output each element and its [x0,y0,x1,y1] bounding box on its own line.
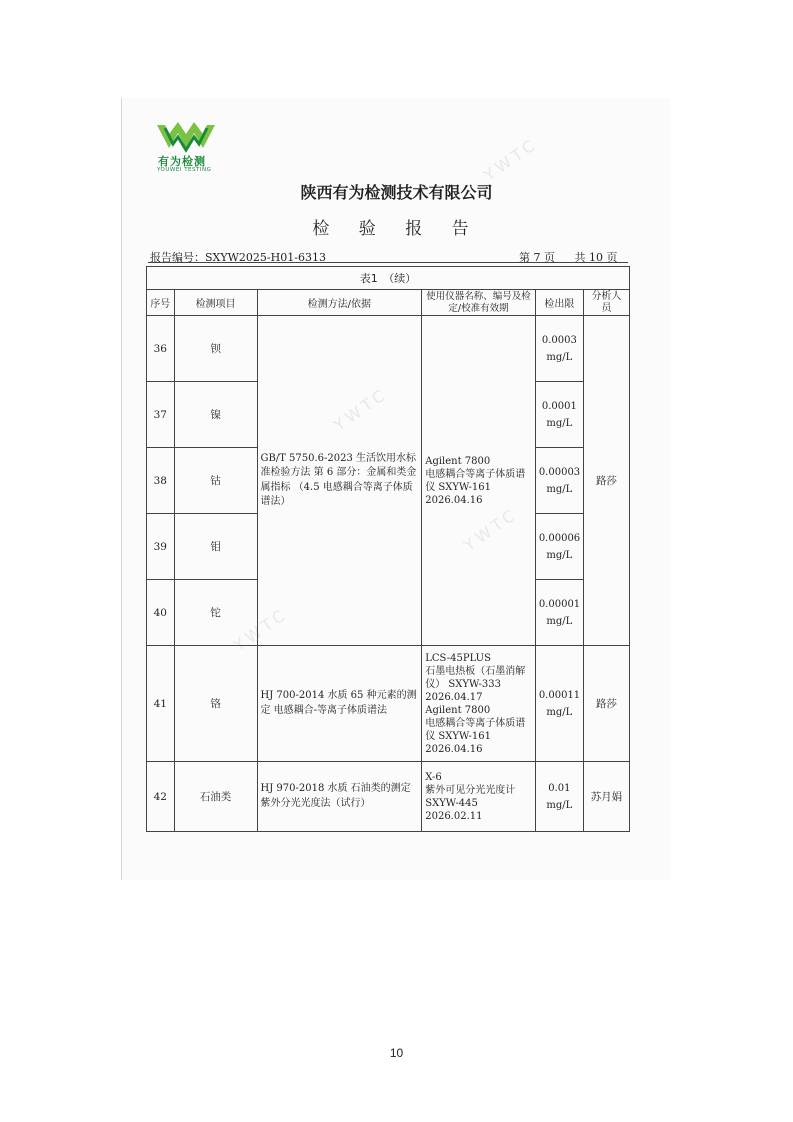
report-number: 报告编号：SXYW2025-H01-6313 [150,251,326,264]
limit-unit: mg/L [546,483,573,495]
limit-unit: mg/L [546,549,573,561]
instrument-line: 2026.04.16 [425,743,483,755]
method-cell: HJ 700-2014 水质 65 种元素的测定 电感耦合-等离子体质谱法 [257,646,422,762]
analyst-cell: 路莎 [583,316,629,646]
col-item: 检测项目 [174,290,257,316]
instrument-line: SXYW-445 [425,797,478,809]
instrument-line: LCS-45PLUS [425,652,491,664]
row-item: 镍 [174,382,257,448]
instrument-line: 电感耦合等离子体质谱仪 SXYW-161 [425,717,526,742]
header-rule [148,262,628,263]
row-item: 钡 [174,316,257,382]
method-cell: HJ 970-2018 水质 石油类的测定 紫外分光光度法（试行） [257,762,422,832]
row-seq: 42 [147,762,175,832]
company-name: 陕西有为检测技术有限公司 [300,183,493,202]
instrument-cell [422,646,536,762]
row-limit [535,580,583,646]
row-limit [535,448,583,514]
row-seq: 36 [147,316,175,382]
limit-unit: mg/L [546,417,573,429]
row-seq: 39 [147,514,175,580]
row-limit [535,646,583,762]
col-method: 检测方法/依据 [257,290,422,316]
col-analyst: 分析人员 [583,290,629,316]
limit-value: 0.0003 [541,334,577,346]
row-seq: 40 [147,580,175,646]
instrument-cell [422,762,536,832]
row-limit [535,382,583,448]
limit-value: 0.00006 [538,532,581,544]
instrument-line: Agilent 7800 [425,704,491,716]
row-seq: 41 [147,646,175,762]
logo-text: 有为检测 [158,155,206,168]
row-limit [535,316,583,382]
logo-subtext: YOUWEI TESTING [157,167,212,173]
col-instrument: 使用仪器名称、编号及检定/校准有效期 [422,290,536,316]
table-header-row [147,290,630,316]
watermark: YWTC [480,134,542,185]
row-item: 铊 [174,580,257,646]
table-caption: 表1 （续） [147,267,630,290]
row-seq: 37 [147,382,175,448]
instrument-cell [422,316,536,646]
instrument-line: 2026.02.11 [425,810,483,822]
analyst-cell: 苏月娟 [583,762,629,832]
limit-value: 0.00003 [538,466,581,478]
instrument-line: 2026.04.17 [425,691,483,703]
page-current: 第 7 页 [519,251,555,264]
footer-page-number: 10 [389,1046,404,1060]
limit-value: 0.00011 [538,689,581,701]
col-limit: 检出限 [535,290,583,316]
report-title: 检 验 报 告 [312,219,481,239]
watermark: YWTC [230,604,292,655]
row-limit [535,514,583,580]
instrument-line: 紫外可见分光光度计 [425,784,516,796]
analyst-cell: 路莎 [583,646,629,762]
page-total: 共 10 页 [574,251,618,264]
instrument-line: 电感耦合等离子体质谱仪 SXYW-161 [425,468,526,493]
instrument-line: 2026.04.16 [425,494,483,506]
results-table [146,266,630,832]
limit-value: 0.0001 [541,400,577,412]
watermark: YWTC [460,504,522,555]
limit-unit: mg/L [546,706,573,718]
row-item: 铬 [174,646,257,762]
instrument-line: X-6 [425,771,442,783]
limit-unit: mg/L [546,799,573,811]
limit-unit: mg/L [546,351,573,363]
method-cell: GB/T 5750.6-2023 生活饮用水标准检验方法 第 6 部分：金属和类金属指标 （4.5 电感耦合等离子体质谱法） [257,316,422,646]
row-item: 石油类 [174,762,257,832]
row-seq: 38 [147,448,175,514]
row-item: 钴 [174,448,257,514]
col-seq: 序号 [147,290,175,316]
limit-value: 0.01 [548,782,571,794]
watermark: YWTC [330,384,392,435]
limit-unit: mg/L [546,615,573,627]
limit-value: 0.00001 [538,598,581,610]
row-limit [535,762,583,832]
instrument-line: Agilent 7800 [425,455,491,467]
table-row [147,316,630,382]
table-row [147,646,630,762]
row-item: 钼 [174,514,257,580]
table-row [147,762,630,832]
instrument-line: 石墨电热板（石墨消解仪） SXYW-333 [425,665,526,690]
